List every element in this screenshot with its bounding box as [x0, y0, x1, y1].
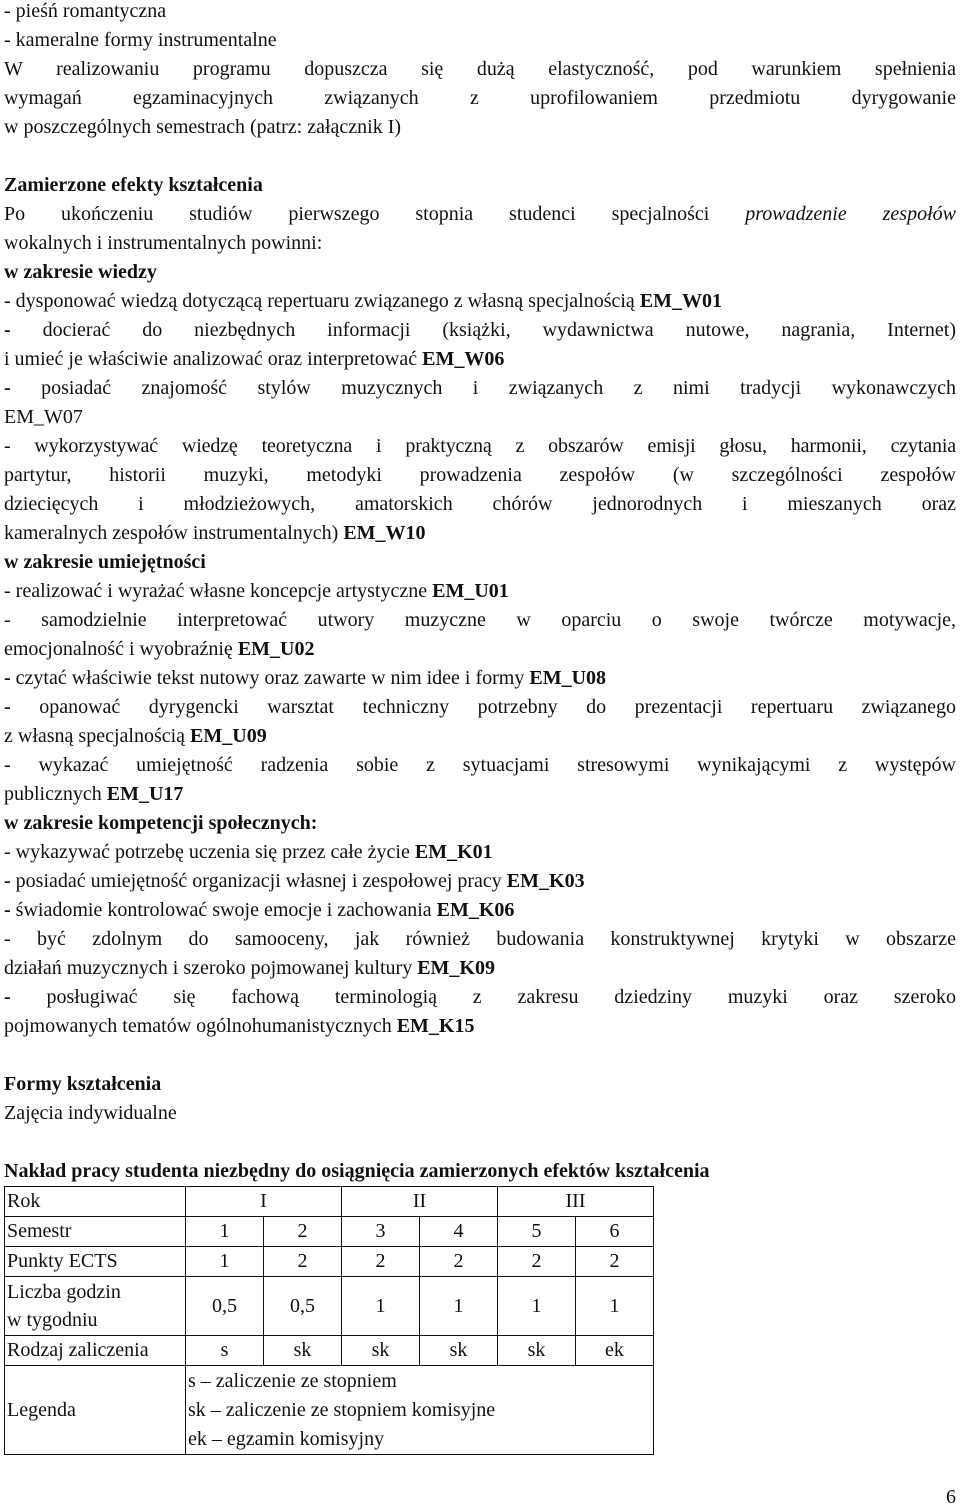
- paragraph-line: W realizowaniu programu dopuszcza się dużą elastyczność, pod warunkiem spełnienia: [4, 58, 956, 80]
- list-item: - opanować dyrygencki warsztat techniczny potrzebny do prezentacji repertuaru związanego: [4, 696, 956, 718]
- legend-item: s – zaliczenie ze stopniem: [188, 1369, 397, 1392]
- subsection-heading: w zakresie wiedzy: [4, 261, 157, 283]
- list-item: - wykazywać potrzebę uczenia się przez całe życie EM_K01: [4, 841, 493, 863]
- table-cell: 1: [186, 1217, 264, 1247]
- list-item: - świadomie kontrolować swoje emocje i zachowania EM_K06: [4, 899, 515, 921]
- table-cell: sk: [342, 1336, 420, 1366]
- list-item: - być zdolnym do samooceny, jak również budowania konstruktywnej krytyki w obszarze: [4, 928, 956, 950]
- table-cell: 2: [264, 1217, 342, 1247]
- paragraph-line: wokalnych i instrumentalnych powinni:: [4, 232, 323, 254]
- paragraph-line: Po ukończeniu studiów pierwszego stopnia studenci specjalności prowadzenie zespołów: [4, 203, 956, 225]
- list-item: - docierać do niezbędnych informacji (książki, wydawnictwa nutowe, nagrania, Internet): [4, 319, 956, 341]
- list-item: - kameralne formy instrumentalne: [4, 29, 277, 51]
- section-heading: Nakład pracy studenta niezbędny do osiągnięcia zamierzonych efektów kształcenia: [4, 1160, 710, 1182]
- cell-label-line: Liczba godzin: [7, 1281, 121, 1303]
- subsection-heading: w zakresie kompetencji społecznych:: [4, 812, 318, 834]
- table-cell: 2: [342, 1247, 420, 1277]
- table-cell: 1: [576, 1277, 654, 1336]
- section-heading: Formy kształcenia: [4, 1073, 162, 1095]
- list-item: - wykazać umiejętność radzenia sobie z sytuacjami stresowymi wynikającymi z występów: [4, 754, 956, 776]
- table-cell: Rodzaj zaliczenia: [5, 1336, 186, 1366]
- paragraph-line: Zajęcia indywidualne: [4, 1102, 177, 1124]
- legend-cell: [186, 1366, 654, 1455]
- paragraph-line: w poszczególnych semestrach (patrz: załącznik I): [4, 116, 402, 138]
- list-item: - realizować i wyrażać własne koncepcje artystyczne EM_U01: [4, 580, 509, 602]
- table-cell: 0,5: [264, 1277, 342, 1336]
- table-cell: 1: [498, 1277, 576, 1336]
- table-cell: 0,5: [186, 1277, 264, 1336]
- table-cell: I: [186, 1187, 342, 1217]
- paragraph-line: wymagań egzaminacyjnych związanych z uprofilowaniem przedmiotu dyrygowanie: [4, 87, 956, 109]
- legend-item: sk – zaliczenie ze stopniem komisyjne: [188, 1398, 496, 1421]
- table-cell: 2: [264, 1247, 342, 1277]
- list-item: - dysponować wiedzą dotyczącą repertuaru związanego z własną specjalnością EM_W01: [4, 290, 723, 312]
- list-item: - posługiwać się fachową terminologią z zakresu dziedziny muzyki oraz szeroko: [4, 986, 956, 1008]
- table-row: [5, 1187, 654, 1217]
- table-cell: II: [342, 1187, 498, 1217]
- list-item: - pieśń romantyczna: [4, 0, 167, 22]
- table-cell: 6: [576, 1217, 654, 1247]
- table-cell: 2: [498, 1247, 576, 1277]
- list-item: - czytać właściwie tekst nutowy oraz zawarte w nim idee i formy EM_U08: [4, 667, 607, 689]
- table-row: [5, 1277, 654, 1336]
- list-item: i umieć je właściwie analizować oraz interpretować EM_W06: [4, 348, 505, 370]
- table-cell: 1: [186, 1247, 264, 1277]
- table-cell: 3: [342, 1217, 420, 1247]
- table-cell: 1: [420, 1277, 498, 1336]
- list-item: działań muzycznych i szeroko pojmowanej kultury EM_K09: [4, 957, 495, 979]
- legend-item: ek – egzamin komisyjny: [188, 1427, 385, 1450]
- list-item: emocjonalność i wyobraźnię EM_U02: [4, 638, 315, 660]
- table-cell: 5: [498, 1217, 576, 1247]
- table-cell: Semestr: [5, 1217, 186, 1247]
- table-row: [5, 1366, 654, 1455]
- list-item: - samodzielnie interpretować utwory muzyczne w oparciu o swoje twórcze motywacje,: [4, 609, 956, 631]
- table-cell: [5, 1277, 186, 1336]
- table-cell: s: [186, 1336, 264, 1366]
- table-cell: sk: [420, 1336, 498, 1366]
- list-item: kameralnych zespołów instrumentalnych) EM_W10: [4, 522, 426, 544]
- workload-table: [4, 1186, 654, 1455]
- table-cell: Legenda: [5, 1366, 186, 1455]
- table-cell: Punkty ECTS: [5, 1247, 186, 1277]
- list-item: pojmowanych tematów ogólnohumanistycznych EM_K15: [4, 1015, 475, 1037]
- section-heading: Zamierzone efekty kształcenia: [4, 174, 263, 196]
- page-number: 6: [946, 1486, 956, 1508]
- list-item: partytur, historii muzyki, metodyki prowadzenia zespołów (w szczególności zespołów: [4, 464, 956, 486]
- table-cell: sk: [264, 1336, 342, 1366]
- table-cell: ek: [576, 1336, 654, 1366]
- list-item: dziecięcych i młodzieżowych, amatorskich chórów jednorodnych i mieszanych oraz: [4, 493, 956, 515]
- table-row: [5, 1217, 654, 1247]
- table-row: [5, 1336, 654, 1366]
- table-cell: 2: [420, 1247, 498, 1277]
- list-item: EM_W07: [4, 406, 83, 428]
- list-item: z własną specjalnością EM_U09: [4, 725, 267, 747]
- list-item: - wykorzystywać wiedzę teoretyczna i praktyczną z obszarów emisji głosu, harmonii, czytania: [4, 435, 956, 457]
- table-cell: sk: [498, 1336, 576, 1366]
- list-item: publicznych EM_U17: [4, 783, 184, 805]
- table-cell: Rok: [5, 1187, 186, 1217]
- cell-label-line: w tygodniu: [7, 1309, 98, 1331]
- table-cell: III: [498, 1187, 654, 1217]
- table-cell: 1: [342, 1277, 420, 1336]
- table-cell: 4: [420, 1217, 498, 1247]
- table-row: [5, 1247, 654, 1277]
- subsection-heading: w zakresie umiejętności: [4, 551, 206, 573]
- list-item: - posiadać znajomość stylów muzycznych i związanych z nimi tradycji wykonawczych: [4, 377, 956, 399]
- list-item: - posiadać umiejętność organizacji własnej i zespołowej pracy EM_K03: [4, 870, 585, 892]
- table-cell: 2: [576, 1247, 654, 1277]
